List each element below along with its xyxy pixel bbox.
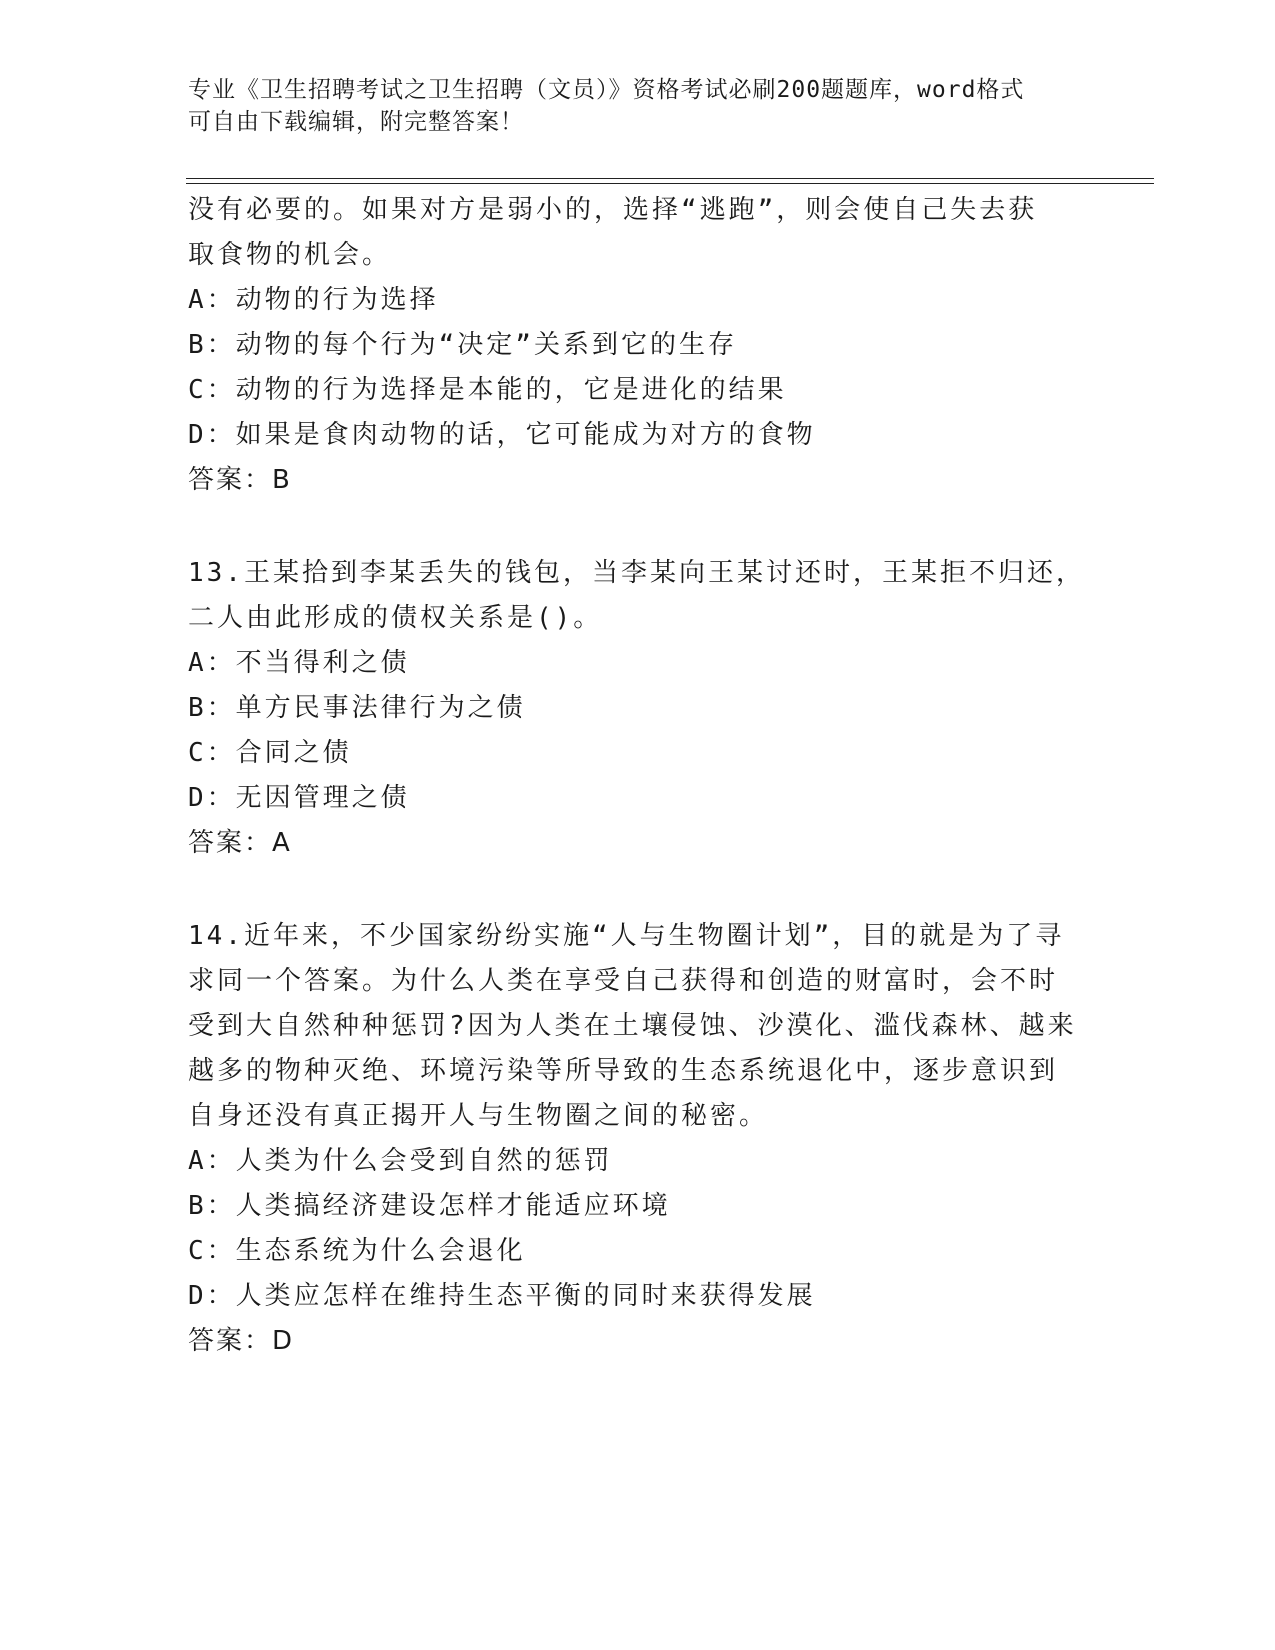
spacer bbox=[188, 503, 1088, 551]
question-14 bbox=[188, 914, 1088, 1364]
option-b: B：动物的每个行为“决定”关系到它的生存 bbox=[188, 330, 737, 360]
option-a: A：不当得利之债 bbox=[188, 648, 410, 678]
answer-line: 答案：A bbox=[188, 828, 292, 858]
option-c: C：合同之债 bbox=[188, 738, 352, 768]
option-a: A：人类为什么会受到自然的惩罚 bbox=[188, 1146, 613, 1176]
option-d: D：无因管理之债 bbox=[188, 783, 410, 813]
option-d: D：人类应怎样在维持生态平衡的同时来获得发展 bbox=[188, 1281, 816, 1311]
question-stem-line: 求同一个答案。为什么人类在享受自己获得和创造的财富时，会不时 bbox=[188, 966, 1059, 996]
option-a: A：动物的行为选择 bbox=[188, 285, 439, 315]
header-line-1: 专业《卫生招聘考试之卫生招聘（文员）》资格考试必刷200题题库，word格式 bbox=[188, 77, 1025, 103]
option-c: C：生态系统为什么会退化 bbox=[188, 1236, 526, 1266]
question-stem-line: 没有必要的。如果对方是弱小的，选择“逃跑”，则会使自己失去获 bbox=[188, 195, 1038, 225]
question-stem-line: 14.近年来，不少国家纷纷实施“人与生物圈计划”，目的就是为了寻 bbox=[188, 921, 1065, 951]
spacer bbox=[188, 866, 1088, 914]
question-stem-line: 取食物的机会。 bbox=[188, 240, 392, 270]
document-header bbox=[188, 74, 1068, 138]
question-12 bbox=[188, 188, 1088, 503]
question-stem-line: 13.王某拾到李某丢失的钱包，当李某向王某讨还时，王某拒不归还， bbox=[188, 558, 1085, 588]
answer-line: 答案：B bbox=[188, 465, 292, 495]
question-stem-line: 越多的物种灭绝、环境污染等所导致的生态系统退化中，逐步意识到 bbox=[188, 1056, 1059, 1086]
question-stem-line: 自身还没有真正揭开人与生物圈之间的秘密。 bbox=[188, 1101, 769, 1131]
question-stem-line: 受到大自然种种惩罚?因为人类在土壤侵蚀、沙漠化、滥伐森林、越来 bbox=[188, 1011, 1077, 1041]
header-divider bbox=[186, 178, 1154, 184]
header-line-2: 可自由下载编辑，附完整答案！ bbox=[188, 109, 524, 135]
document-body bbox=[188, 188, 1088, 1364]
option-b: B：单方民事法律行为之债 bbox=[188, 693, 526, 723]
question-stem-line: 二人由此形成的债权关系是()。 bbox=[188, 603, 603, 633]
question-13 bbox=[188, 551, 1088, 866]
option-d: D：如果是食肉动物的话，它可能成为对方的食物 bbox=[188, 420, 816, 450]
answer-line: 答案：D bbox=[188, 1326, 295, 1356]
option-b: B：人类搞经济建设怎样才能适应环境 bbox=[188, 1191, 671, 1221]
option-c: C：动物的行为选择是本能的，它是进化的结果 bbox=[188, 375, 787, 405]
